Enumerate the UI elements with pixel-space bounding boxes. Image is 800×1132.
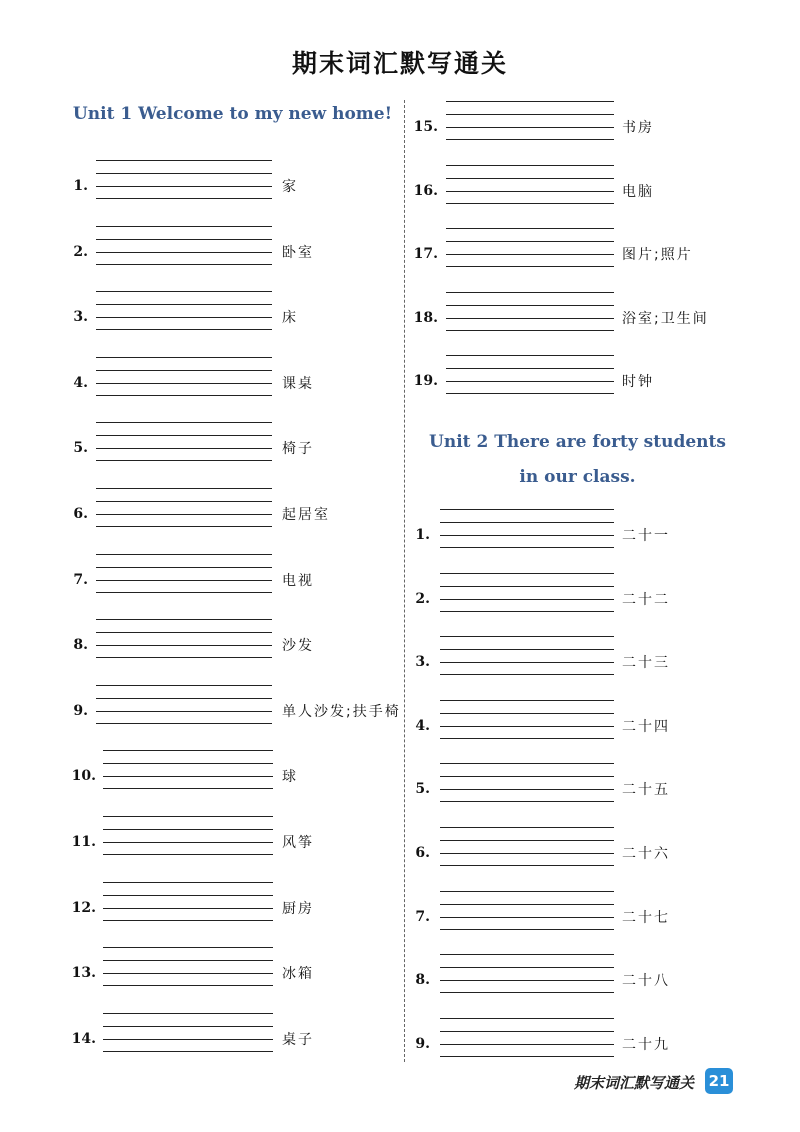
writing-line [446,266,614,267]
chinese-meaning: 二十四 [622,718,670,735]
writing-line [440,763,614,764]
vocab-entry [0,636,800,686]
chinese-meaning: 浴室;卫生间 [622,310,709,327]
writing-line [446,165,614,166]
chinese-meaning: 二十一 [622,528,670,544]
vocab-entry [0,355,800,405]
entry-number: 2. [415,590,430,607]
entry-number: 8. [415,972,430,989]
chinese-meaning: 时钟 [622,374,654,390]
entry-number: 4. [415,717,430,734]
writing-line [440,789,614,790]
writing-line [103,1013,273,1014]
writing-line [440,636,614,637]
unit2-heading-line1: Unit 2 There are forty students [429,432,726,452]
entry-number: 16. [413,182,438,199]
writing-line [446,178,614,179]
writing-line [96,160,272,161]
entry-number: 6. [73,506,88,522]
writing-line [440,904,614,905]
writing-line [446,305,614,306]
writing-line [440,992,614,993]
vocab-entry [0,763,800,813]
entry-number: 5. [73,440,88,457]
writing-line [446,330,614,331]
writing-line [103,947,273,948]
chinese-meaning: 二十七 [622,909,670,926]
entry-number: 6. [415,845,430,861]
chinese-meaning: 课桌 [282,375,314,392]
writing-line [440,954,614,955]
writing-line [446,203,614,204]
vocab-entry [0,700,800,750]
writing-line [440,891,614,892]
chinese-meaning: 二十五 [622,782,670,799]
entry-number: 3. [73,309,88,326]
vocab-entry [0,422,800,472]
chinese-meaning: 卧室 [282,244,314,261]
writing-line [96,435,272,436]
vocab-entry [0,891,800,941]
writing-line [103,816,273,817]
chinese-meaning: 二十九 [622,1036,670,1053]
writing-line [103,882,273,883]
chinese-meaning: 起居室 [282,507,330,523]
writing-line [440,1044,614,1045]
chinese-meaning: 冰箱 [282,966,314,983]
chinese-meaning: 风筝 [282,835,314,851]
vocab-entry [0,954,800,1004]
writing-line [446,114,614,115]
writing-line [440,917,614,918]
entry-number: 7. [415,908,430,925]
writing-line [440,776,614,777]
entry-number: 3. [415,654,430,671]
writing-line [446,139,614,140]
writing-line [440,522,614,523]
entry-number: 2. [73,243,88,260]
writing-line [440,1018,614,1019]
writing-line [446,101,614,102]
unit2-heading-line2: in our class. [519,467,636,487]
entry-number: 15. [413,119,438,135]
entry-number: 18. [413,309,438,326]
writing-line [440,535,614,536]
chinese-meaning: 二十八 [622,973,670,990]
writing-line [440,611,614,612]
vocab-entry [0,165,800,215]
entry-number: 1. [73,178,88,194]
entry-number: 5. [415,781,430,798]
chinese-meaning: 电视 [282,572,314,589]
chinese-meaning: 沙发 [282,638,314,655]
writing-line [440,573,614,574]
writing-line [96,632,272,633]
writing-line [446,318,614,319]
entry-number: 8. [73,637,88,654]
writing-line [446,292,614,293]
chinese-meaning: 二十六 [622,846,670,862]
entry-number: 10. [71,768,96,785]
page-title: 期末词汇默写通关 [291,49,508,78]
chinese-meaning: 图片;照片 [622,247,693,263]
writing-line [446,191,614,192]
chinese-meaning: 书房 [622,120,654,136]
writing-line [96,460,272,461]
writing-line [96,422,272,423]
chinese-meaning: 二十二 [622,591,670,608]
chinese-meaning: 椅子 [282,441,314,458]
entry-number: 9. [73,702,88,719]
writing-line [96,226,272,227]
entry-number: 7. [73,571,88,588]
chinese-meaning: 桌子 [282,1031,314,1048]
page-number-badge: 21 [705,1068,733,1094]
writing-line [440,586,614,587]
vocab-entry [0,573,800,623]
vocab-entry [0,827,800,877]
writing-line [446,368,614,369]
writing-line [96,501,272,502]
writing-line [440,967,614,968]
writing-line [446,241,614,242]
vocab-entry [0,228,800,278]
chinese-meaning: 球 [282,769,298,786]
writing-line [96,567,272,568]
writing-line [96,488,272,489]
writing-line [440,827,614,828]
entry-number: 12. [71,899,96,916]
writing-line [446,355,614,356]
writing-line [446,393,614,394]
entry-number: 11. [71,834,96,850]
writing-line [440,713,614,714]
unit1-heading: Unit 1 Welcome to my new home! [72,104,393,124]
footer-title: 期末词汇默写通关 [574,1074,695,1092]
writing-line [440,738,614,739]
writing-line [96,448,272,449]
entry-number: 14. [71,1030,96,1047]
writing-line [440,801,614,802]
writing-line [440,599,614,600]
writing-line [440,509,614,510]
writing-line [440,1056,614,1057]
writing-line [440,662,614,663]
writing-line [446,127,614,128]
writing-line [440,929,614,930]
chinese-meaning: 床 [282,310,298,327]
writing-line [103,750,273,751]
writing-line [440,726,614,727]
writing-line [446,228,614,229]
chinese-meaning: 厨房 [282,900,314,917]
chinese-meaning: 家 [282,179,298,195]
writing-line [440,1031,614,1032]
chinese-meaning: 单人沙发;扶手椅 [282,703,401,720]
vocab-entry [0,509,800,559]
entry-number: 1. [415,527,430,543]
writing-line [96,698,272,699]
vocab-entry [0,292,800,342]
chinese-meaning: 电脑 [622,183,654,200]
entry-number: 4. [73,374,88,391]
writing-line [440,980,614,981]
writing-line [440,649,614,650]
writing-line [440,547,614,548]
chinese-meaning: 二十三 [622,655,670,672]
writing-line [446,254,614,255]
writing-line [440,674,614,675]
entry-number: 17. [413,246,438,262]
vocab-entry [0,1018,800,1068]
writing-line [440,700,614,701]
entry-number: 19. [413,373,438,389]
writing-line [446,381,614,382]
vocab-entry [0,101,800,151]
writing-line [440,840,614,841]
writing-line [440,865,614,866]
writing-line [440,853,614,854]
entry-number: 13. [71,965,96,982]
entry-number: 9. [415,1035,430,1052]
